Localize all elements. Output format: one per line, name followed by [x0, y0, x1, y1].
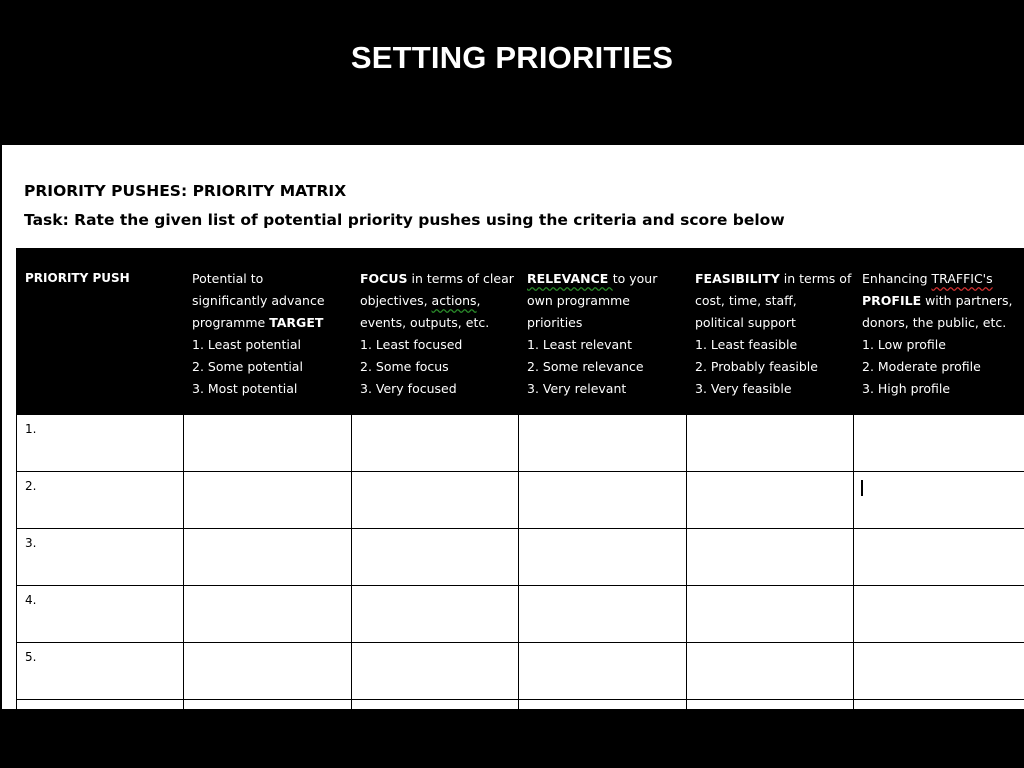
score-cell[interactable]	[352, 586, 519, 643]
score-cell-active[interactable]	[854, 472, 1024, 529]
score-cell[interactable]	[687, 472, 854, 529]
header-focus: FOCUS in terms of clear objectives, actions, events, outputs, etc. 1. Least focused 2. Some focus 3. Very focused	[352, 249, 519, 415]
score-cell[interactable]	[352, 472, 519, 529]
score-cell[interactable]	[854, 700, 1024, 710]
score-cell[interactable]	[854, 643, 1024, 700]
table-row	[17, 643, 1024, 700]
score-cell[interactable]	[687, 643, 854, 700]
score-cell[interactable]	[352, 415, 519, 472]
score-cell[interactable]	[352, 529, 519, 586]
score-cell[interactable]	[519, 529, 687, 586]
document-page	[2, 145, 1024, 709]
row-number: 4.	[17, 586, 184, 643]
score-cell[interactable]	[687, 700, 854, 710]
score-cell[interactable]	[352, 700, 519, 710]
row-number	[17, 700, 184, 710]
header-feasibility: FEASIBILITY in terms of cost, time, staff, political support 1. Least feasible 2. Probably feasible 3. Very feasible	[687, 249, 854, 415]
row-number: 2.	[17, 472, 184, 529]
table-row	[17, 472, 1024, 529]
document-heading: PRIORITY PUSHES: PRIORITY MATRIX	[24, 182, 347, 200]
score-cell[interactable]	[687, 586, 854, 643]
task-instruction: Task: Rate the given list of potential priority pushes using the criteria and score below	[24, 211, 785, 229]
text-cursor	[861, 480, 863, 496]
row-number: 1.	[17, 415, 184, 472]
header-row	[17, 249, 1024, 415]
score-cell[interactable]	[184, 586, 352, 643]
header-priority-push: PRIORITY PUSH	[17, 249, 184, 415]
score-cell[interactable]	[184, 643, 352, 700]
table-row	[17, 586, 1024, 643]
score-cell[interactable]	[184, 415, 352, 472]
score-cell[interactable]	[352, 643, 519, 700]
score-cell[interactable]	[519, 472, 687, 529]
score-cell[interactable]	[854, 586, 1024, 643]
score-cell[interactable]	[687, 415, 854, 472]
score-cell[interactable]	[519, 415, 687, 472]
slide-title: SETTING PRIORITIES	[350, 40, 674, 75]
table-row	[17, 529, 1024, 586]
header-relevance: RELEVANCE to your own programme priorities 1. Least relevant 2. Some relevance 3. Very relevant	[519, 249, 687, 415]
score-cell[interactable]	[519, 586, 687, 643]
score-cell[interactable]	[184, 472, 352, 529]
priority-matrix-table	[16, 248, 1024, 709]
row-number: 5.	[17, 643, 184, 700]
table-row	[17, 700, 1024, 710]
row-number: 3.	[17, 529, 184, 586]
score-cell[interactable]	[519, 643, 687, 700]
score-cell[interactable]	[687, 529, 854, 586]
score-cell[interactable]	[519, 700, 687, 710]
header-profile: Enhancing TRAFFIC's PROFILE with partners, donors, the public, etc. 1. Low profile 2. Moderate profile 3. High profile	[854, 249, 1024, 415]
score-cell[interactable]	[854, 415, 1024, 472]
score-cell[interactable]	[184, 529, 352, 586]
score-cell[interactable]	[854, 529, 1024, 586]
table-row	[17, 415, 1024, 472]
header-potential: Potential to significantly advance programme TARGET 1. Least potential 2. Some potential 3. Most potential	[184, 249, 352, 415]
score-cell[interactable]	[184, 700, 352, 710]
